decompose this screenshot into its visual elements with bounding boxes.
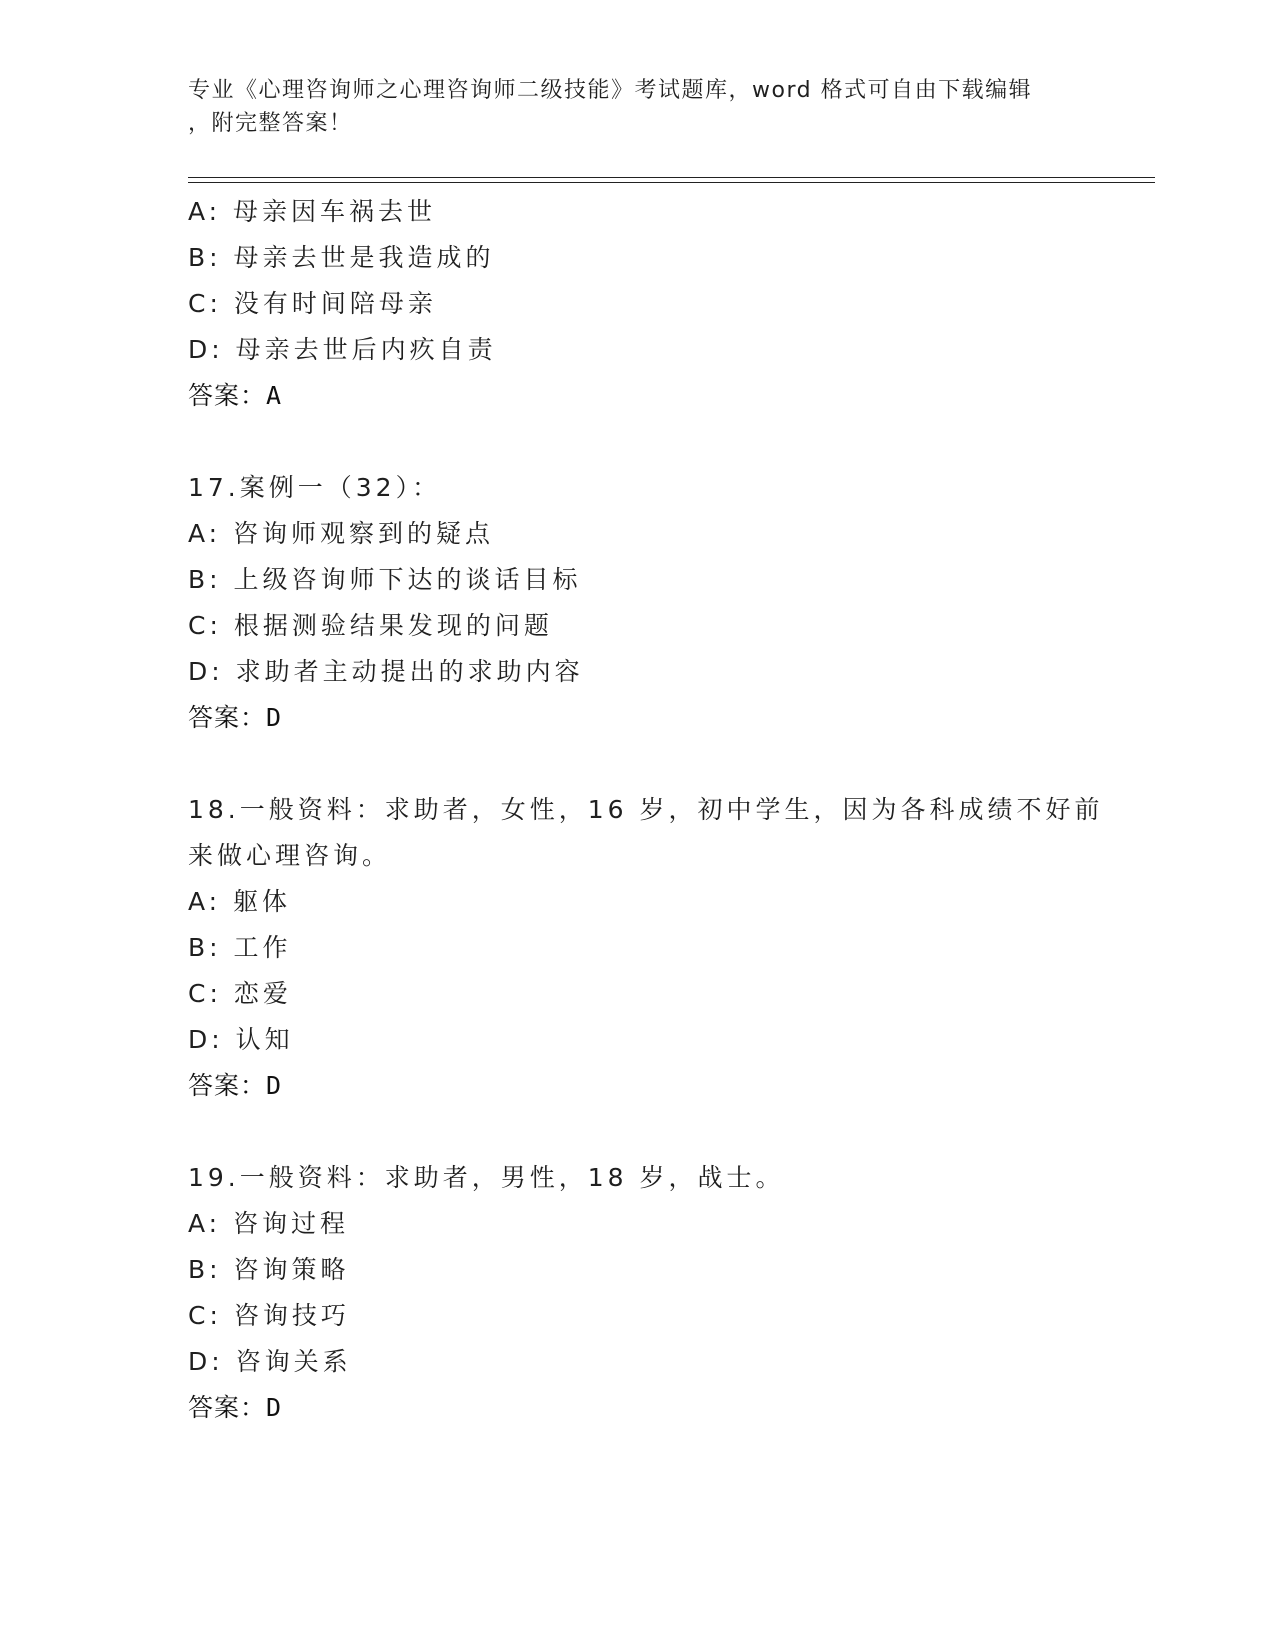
answer-value: D [266,1393,282,1422]
question-18 [188,787,1148,1109]
answer-label: 答案： [188,1393,267,1422]
option-a: A: 母亲因车祸去世 [188,197,437,226]
option-c: C: 恋爱 [188,979,292,1008]
answer-line [188,373,1148,419]
option-b: B: 工作 [188,933,292,962]
answer-label: 答案： [188,381,267,410]
option-a: A: 咨询过程 [188,1209,350,1238]
question-stem: 19.一般资料：求助者，男性，18 岁，战士。 [188,1163,785,1192]
spacer [188,419,1148,465]
document-header [188,74,1088,140]
answer-value: D [266,1071,282,1100]
header-line-1: 专业《心理咨询师之心理咨询师二级技能》考试题库，word 格式可自由下载编辑 [188,78,1033,103]
spacer [188,741,1148,787]
option-b: B: 咨询策略 [188,1255,350,1284]
option-c: C: 没有时间陪母亲 [188,289,437,318]
question-list [188,189,1148,1431]
answer-value: D [266,703,282,732]
header-divider-top [188,177,1155,178]
option-d: D: 咨询关系 [188,1347,352,1376]
question-16-continued [188,189,1148,419]
answer-line [188,1385,1148,1431]
option-a: A: 咨询师观察到的疑点 [188,519,495,548]
answer-label: 答案： [188,1071,267,1100]
spacer [188,1109,1148,1155]
option-c: C: 咨询技巧 [188,1301,350,1330]
option-d: D: 母亲去世后内疚自责 [188,335,497,364]
answer-line [188,1063,1148,1109]
answer-value: A [266,381,282,410]
option-b: B: 上级咨询师下达的谈话目标 [188,565,582,594]
question-stem-line-1: 18.一般资料：求助者，女性，16 岁，初中学生，因为各科成绩不好前 [188,795,1104,824]
answer-label: 答案： [188,703,267,732]
header-line-2: ，附完整答案！ [188,111,353,136]
option-c: C: 根据测验结果发现的问题 [188,611,553,640]
question-17 [188,465,1148,741]
option-d: D: 求助者主动提出的求助内容 [188,657,584,686]
question-stem-line-2: 来做心理咨询。 [188,841,392,870]
answer-line [188,695,1148,741]
option-d: D: 认知 [188,1025,294,1054]
header-divider-bottom [188,182,1155,183]
question-19 [188,1155,1148,1431]
option-a: A: 躯体 [188,887,292,916]
question-stem: 17.案例一（32）： [188,473,442,502]
option-b: B: 母亲去世是我造成的 [188,243,495,272]
